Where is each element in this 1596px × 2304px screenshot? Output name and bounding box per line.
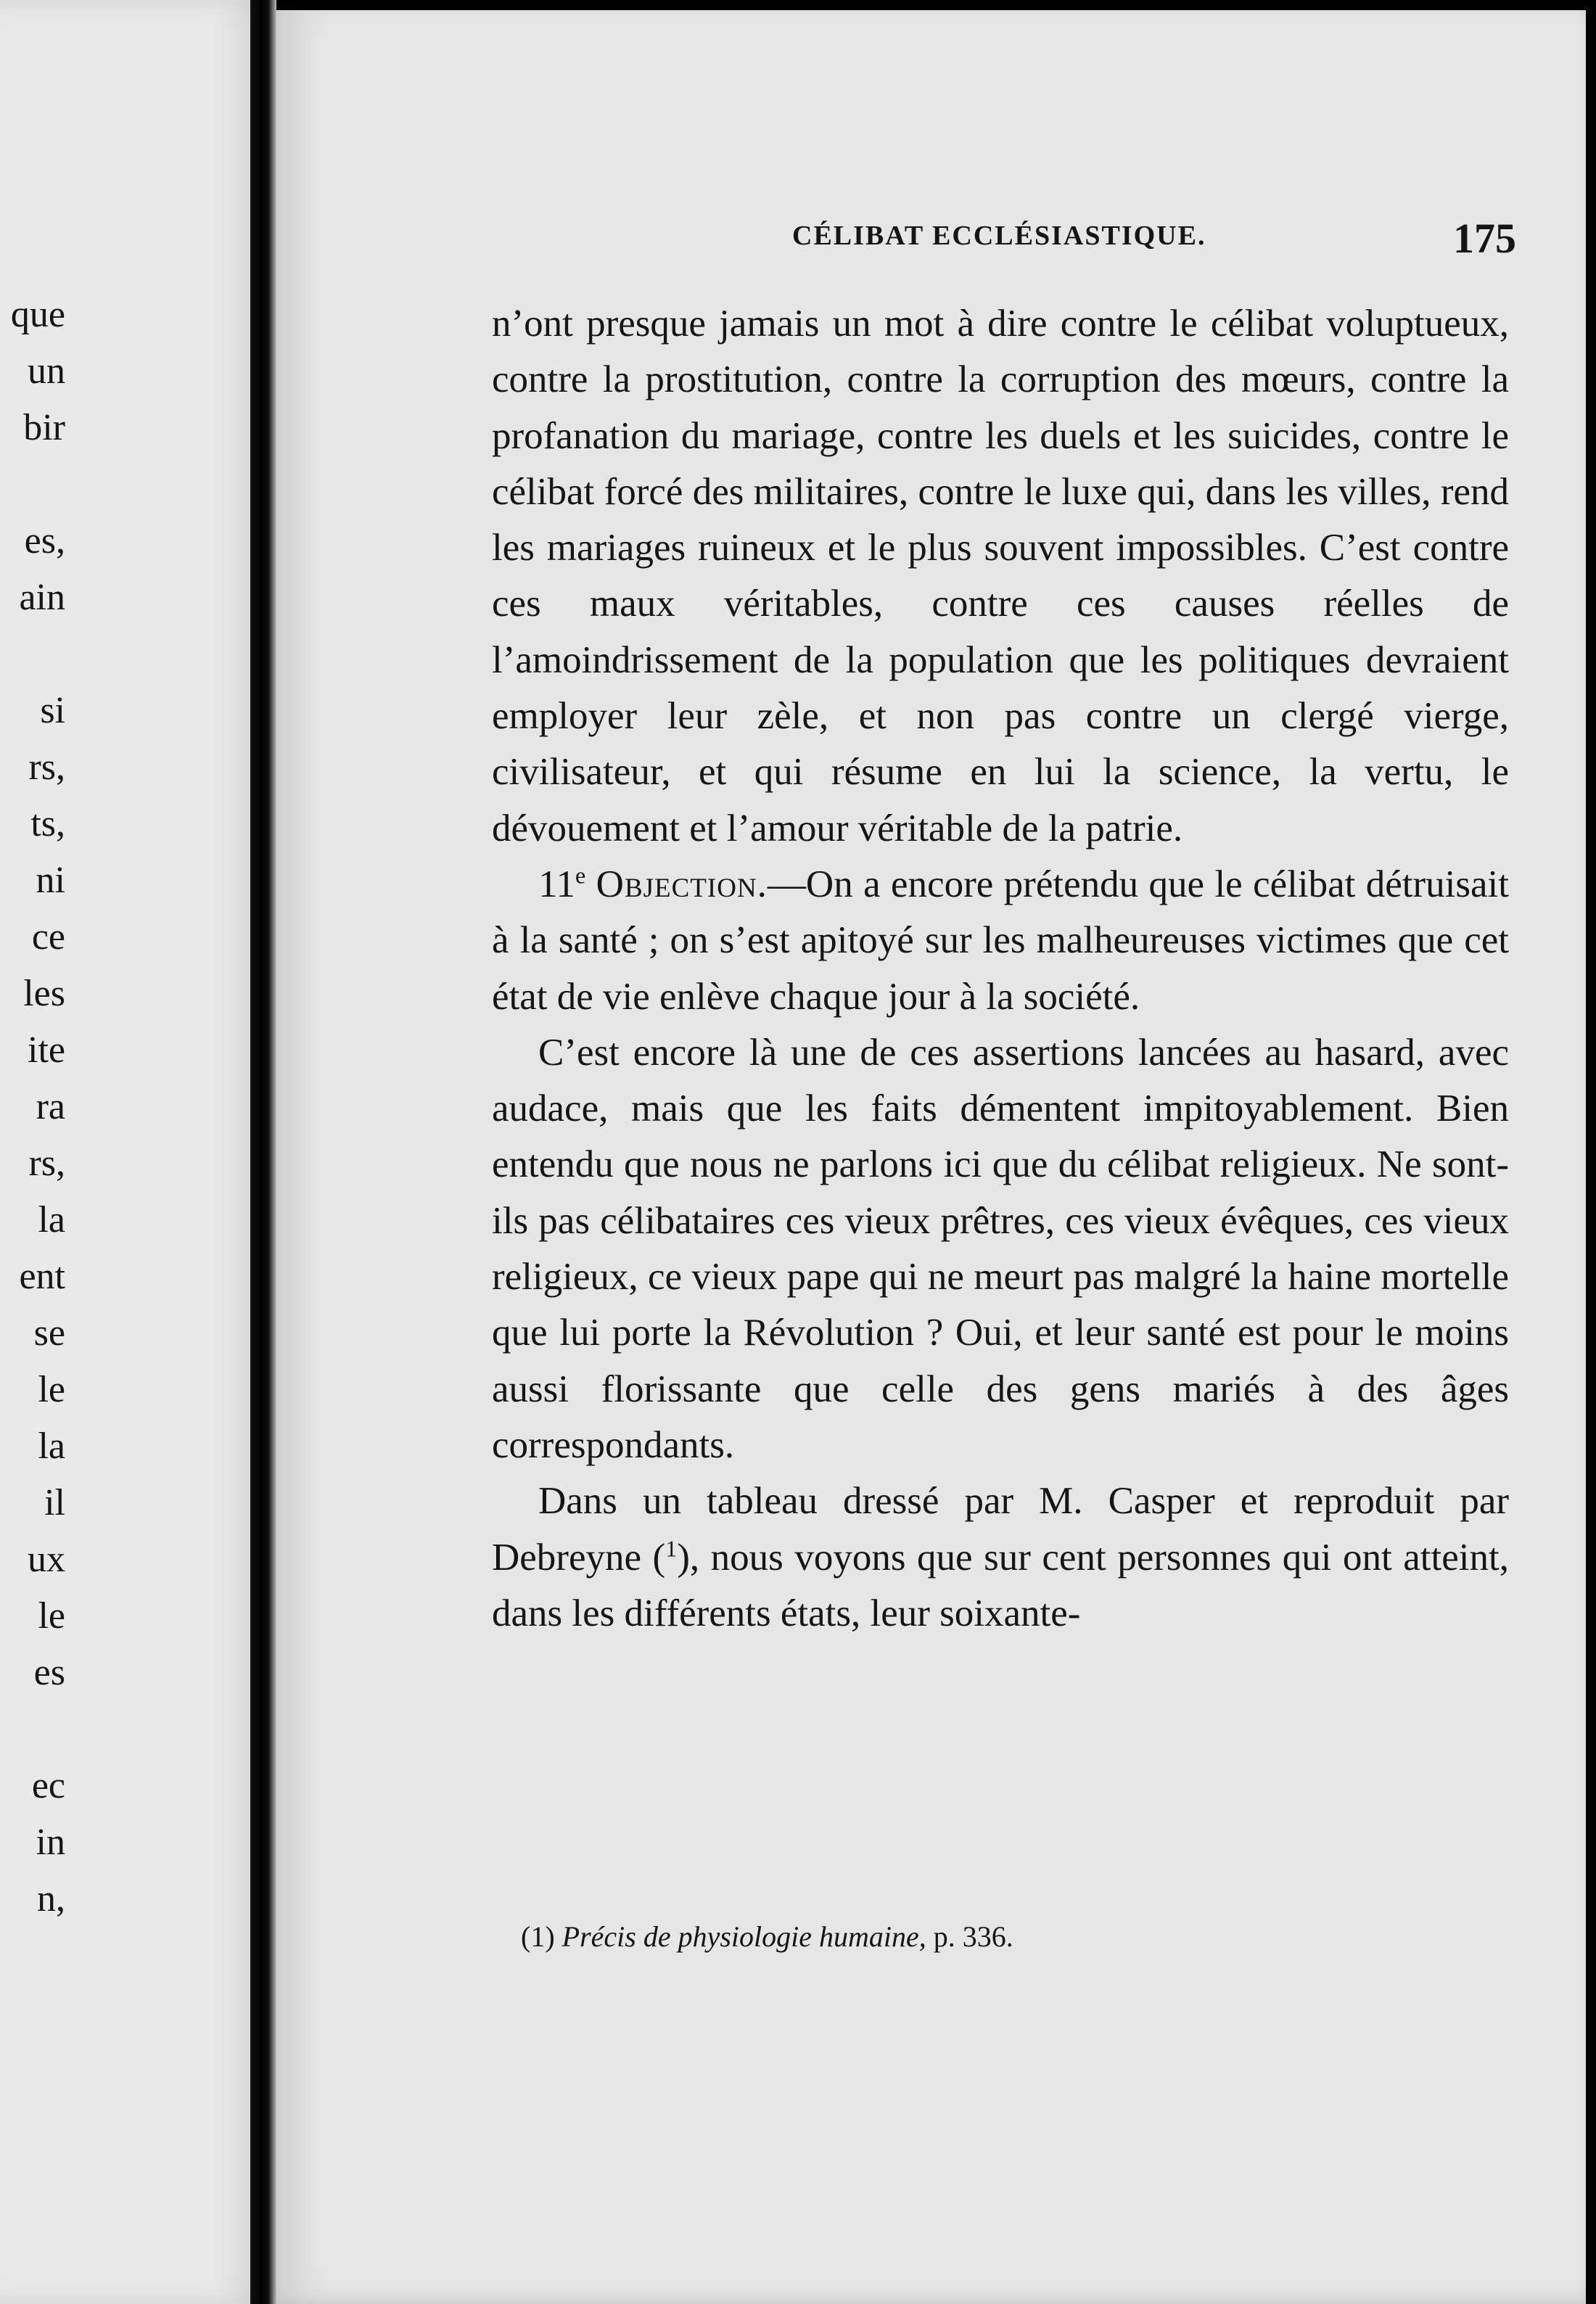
paragraph-4-end: ), nous voyons que sur cent personnes qui ont atteint, dans les différents états, leur soixante- [492, 1536, 1509, 1634]
running-header [792, 214, 1516, 265]
left-page-fragment [0, 1701, 65, 1758]
page-number: 175 [1453, 215, 1516, 262]
left-page-fragment: ux [28, 1539, 65, 1580]
paragraph-2 [492, 857, 1509, 1025]
book-gutter [250, 0, 276, 2304]
left-page-fragment [0, 456, 65, 513]
paragraph-3: C’est encore là une de ces assertions lancées au hasard, avec audace, mais que les faits démentent impitoyablement. Bien entendu que nous ne parlons ici que du célibat religieux. Ne sont-ils pas célibataires ces vieux prêtres, ces vieux évêques, ces vieux religieux, ce vieux pape qui ne meurt pas malgré la haine mortelle que lui porte la Révolution ? Oui, et leur santé est pour le moins aussi florissante que celle des gens mariés à des âges correspondants. [492, 1031, 1509, 1466]
left-page-fragment: rs, [28, 1143, 65, 1184]
left-page-fragment: le [38, 1369, 65, 1410]
footnote-page: p. 336. [933, 1920, 1013, 1953]
left-page-fragment: ce [31, 916, 65, 958]
left-page-fragment: rs, [28, 746, 65, 788]
left-page-text-fragments [0, 287, 65, 1927]
left-page-fragment: il [44, 1482, 65, 1523]
objection-label: Objection. [596, 863, 768, 905]
left-page-fragment: le [38, 1595, 65, 1637]
left-page-fragment: si [40, 690, 65, 731]
left-page-fragment: un [28, 350, 65, 392]
left-page-fragment: ec [31, 1765, 65, 1806]
left-page-fragment: in [36, 1822, 65, 1863]
left-page-fragment: ra [36, 1086, 65, 1127]
left-page-fragment: es [33, 1652, 65, 1693]
footnote [521, 1915, 1507, 1959]
footnote-reference: 1 [665, 1534, 678, 1561]
left-page-fragment: ni [36, 860, 65, 901]
paragraph-4 [492, 1473, 1509, 1642]
left-page-fragment: les [23, 973, 65, 1014]
running-title: CÉLIBAT ECCLÉSIASTIQUE. [792, 221, 1206, 251]
left-page-fragment: ain [19, 577, 65, 618]
footnote-title: Précis de physiologie humaine, [562, 1920, 926, 1953]
left-page-fragment [0, 626, 65, 683]
main-text [492, 296, 1509, 1642]
left-page-fragment: se [33, 1312, 65, 1354]
left-page-fragment: es, [24, 520, 65, 561]
left-page [0, 0, 261, 2304]
left-page-fragment: que [10, 294, 65, 335]
objection-number: 11 [538, 863, 576, 905]
objection-text: —On a encore prétendu que le célibat détruisait à la santé ; on s’est apitoyé sur les malheureuses victimes que cet état de vie enlève chaque jour à la société. [492, 863, 1510, 1018]
footnote-marker: (1) [521, 1920, 555, 1953]
paragraph-4-start: Dans un tableau dressé par M. Casper et reproduit par Debreyne ( [492, 1480, 1509, 1579]
left-page-fragment: ts, [30, 803, 65, 844]
left-page-fragment: n, [37, 1878, 65, 1920]
left-page-fragment: ent [19, 1256, 65, 1297]
scan-border-right [1586, 0, 1596, 2304]
left-page-fragment: la [38, 1199, 65, 1241]
paragraph-1: n’ont presque jamais un mot à dire contre le célibat voluptueux, contre la prostitution, contre la corruption des mœurs, contre la profanation du mariage, contre les duels et les suicides, contre le célibat forcé des militaires, contre le luxe qui, dans les villes, rend les mariages ruineux et le plus souvent impossibles. C’est contre ces maux véritables, contre ces causes réelles de l’amoindrissement de la population que les politiques devraient employer leur zèle, et non pas contre un clergé vierge, civilisateur, et qui résume en lui la science, la vertu, le dévouement et l’amour véritable de la patrie. [492, 303, 1509, 849]
left-page-fragment: ite [28, 1029, 65, 1071]
left-page-fragment: bir [23, 407, 65, 448]
left-page-fragment: la [38, 1425, 65, 1467]
scan-border-top [276, 0, 1596, 10]
objection-number-suffix: e [575, 862, 586, 889]
